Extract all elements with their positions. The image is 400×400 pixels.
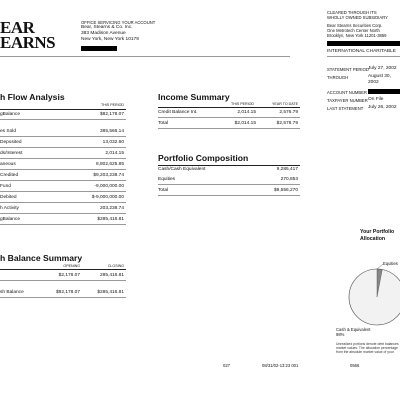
last-statement-label: LAST STATEMENT (327, 106, 364, 111)
through-value: August 30, 2002 (368, 74, 391, 85)
last-statement-value: July 26, 2002 (368, 105, 397, 110)
table-row: Credit Balance Int. 2,014.15 2,576.79 (158, 108, 300, 118)
table-row: Fund -9,000,000.00 (0, 182, 126, 192)
portfolio-table (158, 165, 300, 196)
table-row: Debited $-9,000,000.00 (0, 193, 126, 203)
cash-flow-title: h Flow Analysis (0, 92, 65, 102)
cash-balance-col-header-1: OPENING (63, 264, 80, 268)
table-row: ds/Interest 2,014.15 (0, 149, 126, 159)
divider (0, 56, 290, 57)
through-label: THROUGH (327, 75, 349, 80)
income-summary-title: Income Summary (158, 92, 230, 102)
clearing-line-2: One Metrotech Center North (327, 28, 380, 33)
footer-page: 027 (223, 363, 230, 368)
table-row: Equities 270,853 (158, 175, 300, 185)
account-number-label: ACCOUNT NUMBER (327, 90, 367, 95)
redaction-bar (81, 46, 117, 51)
cash-balance-col-header-2: CLOSING (107, 264, 124, 268)
allocation-label-cash: Cash & Equivalent 98% (336, 327, 371, 337)
income-col-header-2: YEAR TO DATE (272, 102, 298, 106)
account-name: INTERNATIONAL CHARITABLE (327, 49, 396, 54)
taxpayer-label: TAXPAYER NUMBER (327, 98, 368, 103)
statement-period-label: STATEMENT PERIOD (327, 67, 369, 72)
footer-number: 0566 (350, 363, 360, 368)
clearing-label-1: CLEARED THROUGH ITS (327, 10, 377, 15)
office-line-2: 383 Madison Avenue (81, 31, 126, 36)
cash-balance-table (0, 271, 126, 298)
footer-code: 08/31/02-13:23 001 (262, 363, 299, 368)
clearing-block (327, 10, 388, 38)
table-row: Total $9,556,270 (158, 186, 300, 196)
table-row: es Sold 385,566.14 (0, 127, 126, 137)
table-row: Credited $9,203,238.74 (0, 171, 126, 181)
table-row: sh Balance $82,178.07 $285,416.81 (0, 288, 126, 298)
clearing-line-1: Bear Stearns Securities Corp. (327, 23, 383, 28)
office-line-3: New York, New York 10179 (81, 37, 139, 42)
portfolio-composition-title: Portfolio Composition (158, 153, 249, 163)
divider (327, 56, 400, 57)
redaction-bar (368, 89, 400, 94)
cash-flow-col-header: THIS PERIOD (101, 103, 124, 107)
taxpayer-value: On File (368, 97, 384, 102)
allocation-label-equities: Equities (383, 261, 398, 266)
table-row: Total $2,014.15 $2,578.79 (158, 119, 300, 129)
statement-period-value: July 27, 2002 (368, 66, 397, 71)
table-row: Cash/Cash Equivalent 9,285,417 (158, 167, 298, 172)
pie-slice-cash (349, 269, 400, 325)
allocation-pie-chart (347, 262, 400, 332)
table-row: gBalance $285,416.81 (0, 215, 126, 225)
table-row: $2,178.07 285,416.81 (0, 271, 126, 281)
income-col-header-1: THIS PERIOD (231, 102, 254, 106)
table-row: h Activity 203,238.74 (0, 204, 126, 214)
income-table (158, 108, 300, 129)
table-row: Deposited 13,032.60 (0, 138, 126, 148)
office-block (81, 20, 155, 43)
cash-flow-table (0, 110, 126, 225)
office-label: OFFICE SERVICING YOUR ACCOUNT (81, 20, 156, 25)
pie-leader-line (377, 264, 383, 269)
office-line-1: Bear, Stearns & Co. Inc. (81, 25, 133, 30)
clearing-line-3: Brooklyn, New York 11201-3859 (327, 33, 387, 38)
cash-balance-title: h Balance Summary (0, 253, 83, 263)
allocation-title: Your Portfolio Allocation (360, 229, 395, 242)
table-row: aneous 8,802,625.85 (0, 160, 126, 170)
clearing-label-2: WHOLLY OWNED SUBSIDIARY (327, 15, 388, 20)
bear-stearns-logo: EAR EARNS (0, 18, 56, 52)
table-rule (0, 269, 126, 270)
redaction-bar (327, 41, 400, 46)
table-row: gBalance $82,178.07 (0, 110, 126, 120)
allocation-note: Unrealized portions denote debt balances market values. The allocation percentage from the absolute market value of your (336, 342, 399, 354)
